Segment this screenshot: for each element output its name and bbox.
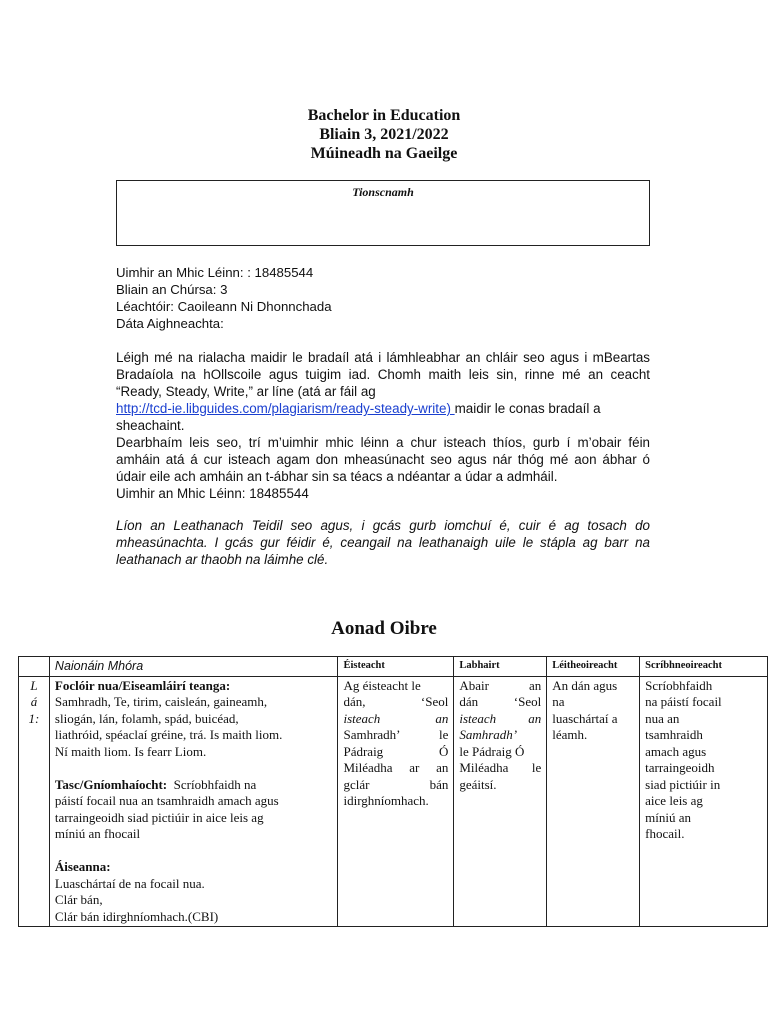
writing-line: tsamhraidh bbox=[645, 727, 703, 742]
speaking-line: dán ‘Seol bbox=[459, 694, 542, 709]
speaking-line: le Pádraig Ó bbox=[459, 743, 525, 759]
declaration-line: “Ready, Steady, Write,” ar líne (atá ar fáil ag bbox=[116, 384, 376, 399]
speaking-line: isteach an bbox=[459, 710, 542, 726]
header-eisteacht: Éisteacht bbox=[338, 657, 454, 677]
declaration-line: maidir le conas bradaíl a bbox=[454, 401, 601, 416]
header-line-1: Bachelor in Education bbox=[307, 107, 461, 124]
speaking-cell bbox=[454, 676, 547, 927]
writing-line: amach agus bbox=[645, 743, 707, 759]
student-info bbox=[116, 264, 650, 332]
header-labhairt: Labhairt bbox=[454, 657, 547, 677]
declaration-line: Bradaíola na hOllscoile agus tuigim iad. Chomh maith leis sin, rinne mé an ceacht bbox=[116, 367, 650, 382]
lecturer: Léachtóir: Caoileann Ni Dhonnchada bbox=[116, 299, 332, 314]
header-leitheoireacht: Léitheoireacht bbox=[547, 657, 640, 677]
resource-line: Luaschártaí de na focail nua. bbox=[54, 875, 205, 891]
instruction-paragraph bbox=[116, 517, 650, 568]
vocab-line: sliogán, lán, folamh, spád, buicéad, bbox=[54, 710, 239, 726]
course-year: Bliain an Chúrsa: 3 bbox=[116, 282, 228, 297]
writing-line: na páistí focail bbox=[645, 694, 722, 709]
listening-cell bbox=[338, 676, 454, 927]
resources-heading: Áiseanna: bbox=[54, 859, 111, 874]
day-label-part: á bbox=[30, 694, 38, 709]
task-heading: Tasc/Gníomhaíocht: bbox=[54, 776, 168, 792]
title-box bbox=[116, 180, 650, 246]
declaration-link-line bbox=[116, 400, 650, 417]
day-label-part: 1: bbox=[28, 710, 40, 726]
listening-line: gclár bán bbox=[343, 776, 449, 792]
declaration-line: amháin atá á cur isteach agam don mheasúnacht seo agus nár thóg mé aon ábhar ó bbox=[116, 452, 650, 467]
task-text: Scríobhfaidh na bbox=[173, 776, 257, 792]
task-line bbox=[55, 777, 333, 794]
speaking-line: Abair an bbox=[459, 677, 542, 693]
resource-line: Clár bán idirghníomhach.(CBI) bbox=[54, 908, 219, 924]
listening-line: idirghníomhach. bbox=[343, 793, 429, 808]
writing-line: aice leis ag bbox=[645, 793, 703, 808]
declaration-line: údair eile ach amháin an t-ábhar sin sa téacs a ndéantar a údar a admháil. bbox=[116, 469, 558, 484]
submission-date: Dáta Aighneachta: bbox=[116, 316, 224, 331]
header-naionain: Naionáin Mhóra bbox=[49, 657, 338, 677]
vocab-line: Samhradh, Te, tirim, caisleán, gaineamh, bbox=[54, 694, 268, 709]
declaration-line: Léigh mé na rialacha maidir le bradaíl atá i lámhleabhar an chláir seo agus i mBeartas bbox=[116, 350, 650, 365]
vocab-heading: Foclóir nua/Eiseamláirí teanga: bbox=[54, 677, 231, 693]
reading-cell bbox=[547, 676, 640, 927]
declaration-line: Uimhir an Mhic Léinn: 18485544 bbox=[116, 486, 309, 501]
listening-line: Samhradh’ le bbox=[343, 727, 449, 742]
instruction-line: leathanach ar thaobh na láimhe clé. bbox=[116, 552, 329, 567]
section-title: Aonad Oibre bbox=[331, 618, 437, 639]
speaking-line: geáitsí. bbox=[459, 776, 497, 792]
header-empty-cell bbox=[19, 657, 50, 677]
writing-line: nua an bbox=[645, 710, 680, 726]
listening-line: Ag éisteacht le bbox=[343, 677, 421, 693]
header-scribhneoireacht: Scríbhneoireacht bbox=[640, 657, 768, 677]
day-label-cell bbox=[19, 676, 50, 927]
task-line: tarraingeoidh siad pictiúir in aice leis ag bbox=[54, 809, 264, 825]
reading-line: na bbox=[552, 694, 565, 709]
day-label-part: L bbox=[30, 677, 38, 693]
speaking-line: Samhradh’ bbox=[459, 727, 518, 742]
header-line-3: Múineadh na Gaeilge bbox=[310, 145, 458, 162]
listening-line: dán, ‘Seol bbox=[343, 694, 449, 709]
writing-line: míniú an bbox=[645, 809, 691, 825]
table-header-row bbox=[19, 657, 768, 677]
task-line: míniú an fhocail bbox=[54, 826, 141, 841]
title-box-label: Tionscnamh bbox=[352, 185, 414, 199]
header-line-2: Bliain 3, 2021/2022 bbox=[319, 126, 449, 143]
listening-line: isteach an bbox=[343, 710, 449, 726]
writing-line: Scríobhfaidh bbox=[645, 677, 713, 693]
resource-line: Clár bán, bbox=[54, 892, 103, 907]
reading-line: An dán agus bbox=[552, 677, 618, 693]
reading-line: léamh. bbox=[552, 727, 588, 742]
speaking-line: Miléadha le bbox=[459, 760, 542, 775]
declaration-line: sheachaint. bbox=[116, 418, 185, 433]
reading-line: luaschártaí a bbox=[552, 710, 618, 726]
instruction-line: mheasúnachta. I gcás gur féidir é, ceangail na leathanaigh uile le stápla ag barr na bbox=[116, 535, 650, 550]
listening-line: Pádraig Ó bbox=[343, 743, 449, 759]
document-header bbox=[0, 106, 768, 163]
table-row bbox=[19, 676, 768, 927]
writing-line: fhocail. bbox=[645, 826, 685, 841]
vocab-line: Ní maith liom. Is fearr Liom. bbox=[54, 743, 207, 759]
work-unit-table bbox=[18, 656, 768, 927]
listening-line: Miléadha ar an bbox=[343, 760, 449, 775]
plagiarism-link[interactable]: http://tcd-ie.libguides.com/plagiarism/ready-steady-write) bbox=[116, 401, 455, 416]
student-number: Uimhir an Mhic Léinn: : 18485544 bbox=[116, 265, 314, 280]
declaration-paragraph bbox=[116, 349, 650, 502]
instruction-line: Líon an Leathanach Teidil seo agus, i gcás gurb iomchuí é, cuir é ag tosach do bbox=[116, 518, 650, 533]
declaration-line: Dearbhaím leis seo, trí m’uimhir mhic léinn a chur isteach thíos, gurb í m’obair féin bbox=[116, 435, 650, 450]
task-line: páistí focail nua an tsamhraidh amach agus bbox=[54, 793, 279, 808]
writing-cell bbox=[640, 676, 768, 927]
lesson-cell bbox=[49, 676, 338, 927]
writing-line: siad pictiúir in bbox=[645, 776, 721, 792]
writing-line: tarraingeoidh bbox=[645, 760, 715, 775]
vocab-line: liathróid, spéaclaí gréine, trá. Is maith liom. bbox=[54, 727, 283, 742]
